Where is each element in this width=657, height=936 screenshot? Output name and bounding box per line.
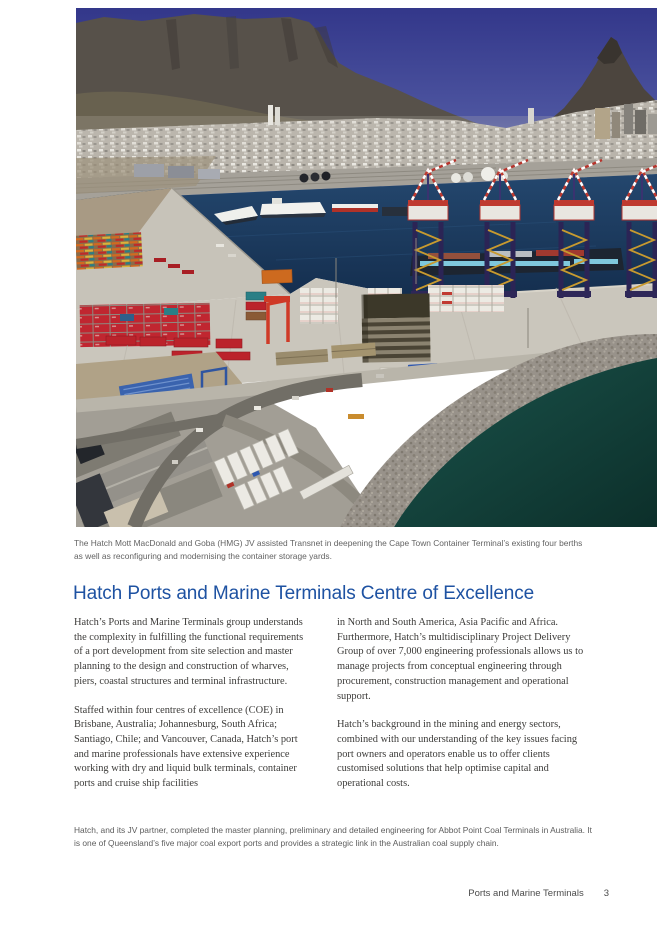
body-column-left: [74, 616, 314, 806]
body-columns: [74, 616, 596, 806]
footer-section-label: Ports and Marine Terminals: [468, 888, 584, 899]
terminal-aerial-photo-illustration: [76, 8, 657, 527]
page-number: 3: [603, 888, 609, 899]
terminal-aerial-photo: [76, 8, 657, 527]
footnote: Hatch, and its JV partner, completed the master planning, preliminary and detailed engineering for Abbot Point Coal Terminals in Australia. It is one of Queensland’s five major coal export ports and provides a strategic link in the Australian coal supply chain.: [74, 825, 592, 848]
page-footer: [468, 888, 609, 899]
body-paragraph: in North and South America, Asia Pacific and Africa. Furthermore, Hatch’s multidisciplinary Project Delivery Group of over 7,000 engineering professionals allows us to manage projects from conceptual engineering through procurement, construction management and operational support.: [337, 617, 584, 702]
body-column-right: [337, 616, 596, 806]
body-paragraph: Hatch’s background in the mining and energy sectors, combined with our understanding of the key issues facing port owners and operators enable us to offer clients customised solutions that help optimise capital and operational costs.: [337, 719, 578, 790]
page-title: Hatch Ports and Marine Terminals Centre of Excellence: [73, 583, 535, 604]
body-paragraph: Staffed within four centres of excellence (COE) in Brisbane, Australia; Johannesburg, South Africa; Santiago, Chile; and Vancouver, Canada, Hatch’s port and marine professionals have extensive experience working with dry and liquid bulk terminals, container ports and cruise ship facilities: [74, 704, 298, 790]
photo-caption: The Hatch Mott MacDonald and Goba (HMG) JV assisted Transnet in deepening the Cape Town Container Terminal’s existing four berths as well as reconfiguring and modernising the container storage yards.: [74, 538, 583, 561]
body-paragraph: Hatch’s Ports and Marine Terminals group understands the complexity in fulfilling the functional requirements of a port development from site selection and master planning to the design and construction of wharves, piers, coastal structures and terminal infrastructure.: [74, 617, 304, 687]
